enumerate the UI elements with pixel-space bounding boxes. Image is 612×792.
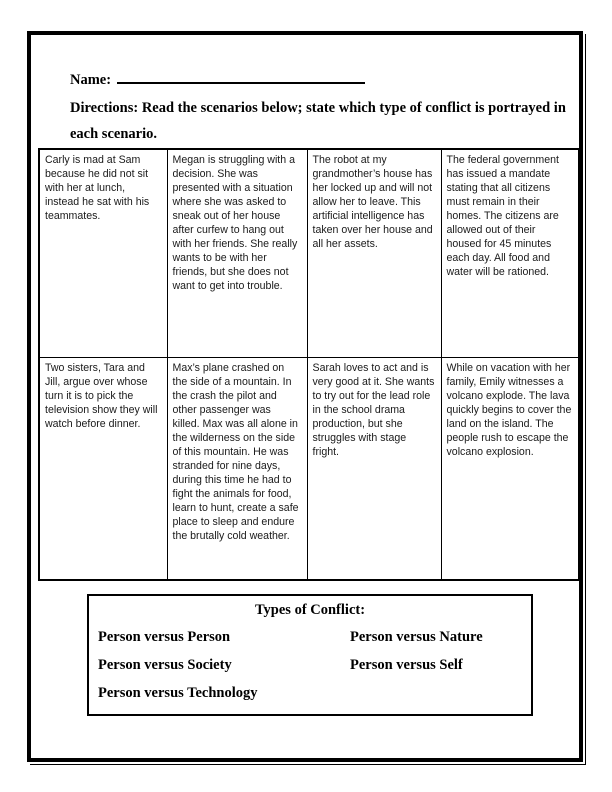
scenario-cell-robot: The robot at my grandmother’s house has her locked up and will not allow her to leave. This artificial intelligence has taken over her house and all her assets.	[307, 149, 441, 358]
scenario-cell-mandate: The federal government has issued a mandate stating that all citizens must remain in their homes. The citizens are allowed out of their housed for 45 minutes each day. All food and water will be rationed.	[441, 149, 579, 358]
scenario-cell-sisters: Two sisters, Tara and Jill, argue over whose turn it is to pick the television show they will watch before dinner.	[39, 358, 167, 581]
directions-text: Directions: Read the scenarios below; state which type of conflict is portrayed in each scenario.	[70, 100, 566, 142]
conflict-box-title: Types of Conflict:	[254, 602, 366, 618]
scenario-cell-carly: Carly is mad at Sam because he did not sit with her at lunch, instead he sat with his teammates.	[39, 149, 167, 358]
conflict-option-person-vs-nature: Person versus Nature	[350, 629, 483, 645]
conflict-option-person-vs-person: Person versus Person	[98, 629, 231, 645]
scenario-cell-volcano: While on vacation with her family, Emily witnesses a volcano explode. The lava quickly begins to cover the land on the island. The people rush to escape the volcano explosion.	[441, 358, 579, 581]
conflict-options	[98, 624, 531, 708]
scenario-table	[38, 148, 580, 581]
conflict-option-person-vs-society: Person versus Society	[98, 657, 232, 673]
scenario-cell-megan: Megan is struggling with a decision. She was presented with a situation where she was asked to sneak out of her house after curfew to hang out with her friends. She really wants to be with her friends, but she does not want to get into trouble.	[167, 149, 307, 358]
scenario-cell-max: Max’s plane crashed on the side of a mountain. In the crash the pilot and other passenger was killed. Max was all alone in the wilderness on the side of this mountain. He was stranded for nine days, during this time he had to fight the animals for food, learn to hunt, create a safe place to sleep and endure the brutally cold weather.	[167, 358, 307, 581]
name-row	[70, 66, 365, 89]
table-row	[39, 358, 579, 581]
conflict-options-right-column	[350, 624, 531, 708]
types-of-conflict-box	[87, 594, 533, 716]
worksheet-page	[27, 31, 583, 762]
conflict-options-left-column	[98, 624, 350, 708]
table-row	[39, 149, 579, 358]
name-label: Name:	[70, 72, 112, 88]
scenario-cell-sarah: Sarah loves to act and is very good at it. She wants to try out for the lead role in the school drama production, but she struggles with stage fright.	[307, 358, 441, 581]
conflict-option-person-vs-self: Person versus Self	[350, 657, 463, 673]
conflict-option-person-vs-technology: Person versus Technology	[98, 685, 258, 701]
name-blank-line	[117, 66, 365, 84]
